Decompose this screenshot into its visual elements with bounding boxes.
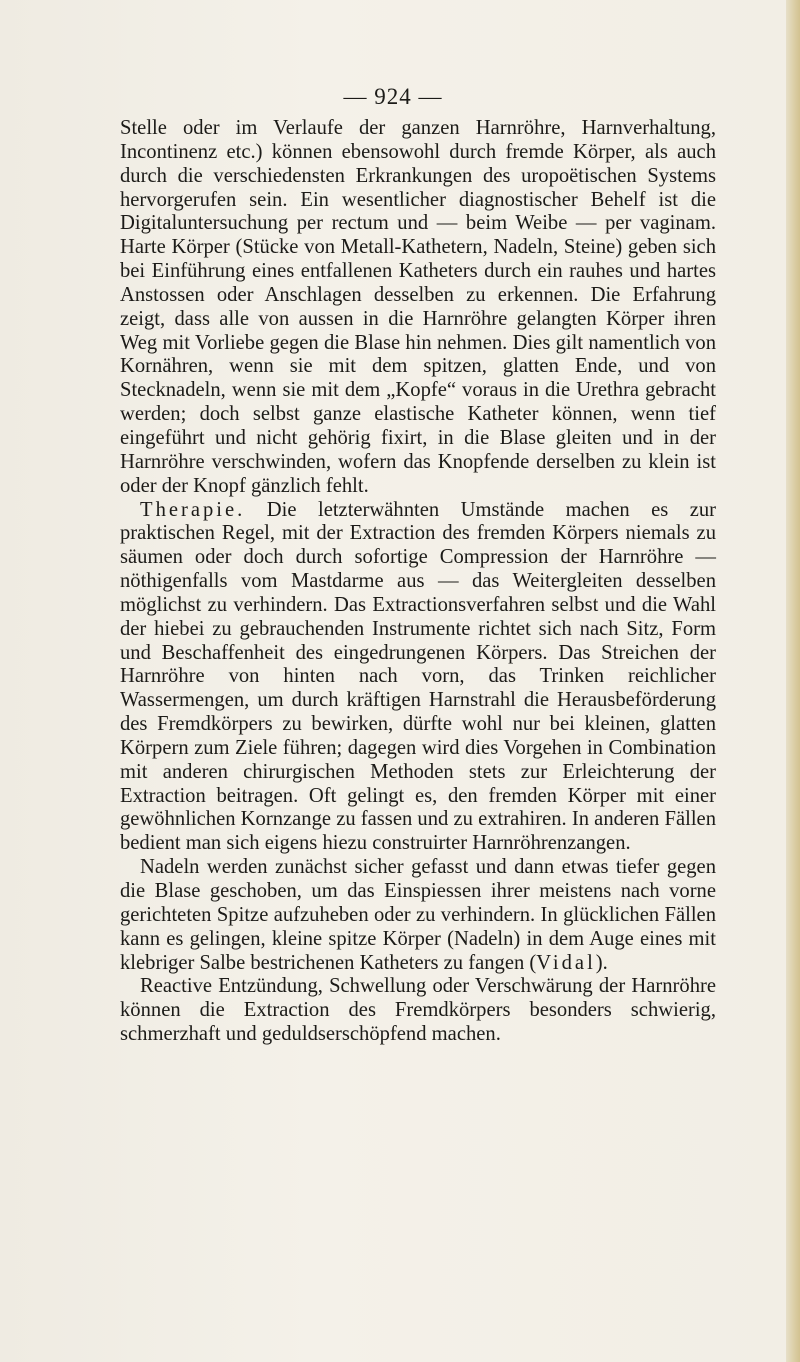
paragraph-inflammation: Reactive Entzündung, Schwellung oder Verschwärung der Harnröhre können die Extraction des Fremdkörpers besonders schwierig, schmerzhaft und geduldserschöpfend machen. <box>120 975 716 1046</box>
body-text <box>120 117 716 1047</box>
needles-tail: ). <box>595 951 608 974</box>
page-number: — 924 — <box>343 84 443 109</box>
needles-text: Nadeln werden zunächst sicher gefasst und dann etwas tiefer gegen die Blase geschoben, um das Einspiessen ihrer meistens nach vorne gerichteten Spitze aufzuheben oder zu verhindern. In glücklichen Fällen kann es gelingen, kleine spitze Körper (Nadeln) in dem Auge eines mit klebriger Salbe bestrichenen Katheters zu fangen ( <box>120 856 716 974</box>
therapy-heading: Therapie. <box>140 498 246 521</box>
therapy-text: Die letzterwähnten Umstände machen es zur praktischen Regel, mit der Extraction des fremden Körpers niemals zu säumen oder doch durch sofortige Compression der Harnröhre — nöthigenfalls vom Mastdarme aus — das Weitergleiten desselben möglichst zu verhindern. Das Extractionsverfahren selbst und die Wahl der hiebei zu gebrauchenden Instrumente richtet sich nach Sitz, Form und Beschaffenheit des eingedrungenen Körpers. Das Streichen der Harnröhre von hinten nach vorn, das Trinken reichlicher Wassermengen, um durch kräftigen Harnstrahl die Herausbeförderung des Fremdkörpers zu bewirken, dürfte wohl nur bei kleinen, glatten Körpern zum Ziele führen; dagegen wird dies Vorgehen in Combination mit anderen chirurgischen Methoden stets zur Erleichterung der Extraction beitragen. Oft gelingt es, den fremden Körper mit einer gewöhnlichen Kornzange zu fassen und zu extrahiren. In anderen Fällen bedient man sich eigens hiezu construirter Harnröhrenzangen. <box>120 498 716 855</box>
author-citation: Vidal <box>536 951 596 974</box>
paragraph-needles <box>120 856 716 975</box>
paragraph-foreign-bodies: Stelle oder im Verlaufe der ganzen Harnröhre, Harnverhaltung, Incontinenz etc.) können ebensowohl durch fremde Körper, als auch durch die verschiedensten Erkrankungen des uropoëtischen Systems hervorgerufen sein. Ein wesentlicher diagnostischer Behelf ist die Digitaluntersuchung per rectum und — beim Weibe — per vaginam. Harte Körper (Stücke von Metall-Kathetern, Nadeln, Steine) geben sich bei Einführung eines entfallenen Katheters durch ein rauhes und hartes Anstossen oder Anschlagen desselben zu erkennen. Die Erfahrung zeigt, dass alle von aussen in die Harnröhre gelangten Körper ihren Weg mit Vorliebe gegen die Blase hin nehmen. Dies gilt namentlich von Kornähren, wenn sie mit dem spitzen, glatten Ende, und von Stecknadeln, wenn sie mit dem „Kopfe“ voraus in die Urethra gebracht werden; doch selbst ganze elastische Katheter können, wenn tief eingeführt und nicht gehörig fixirt, in die Blase gleiten und in der Harnröhre verschwinden, wofern das Knopfende derselben zu klein ist oder der Knopf gänzlich fehlt. <box>120 117 716 497</box>
paragraph-therapy <box>120 499 716 857</box>
page-edge <box>786 0 800 1362</box>
